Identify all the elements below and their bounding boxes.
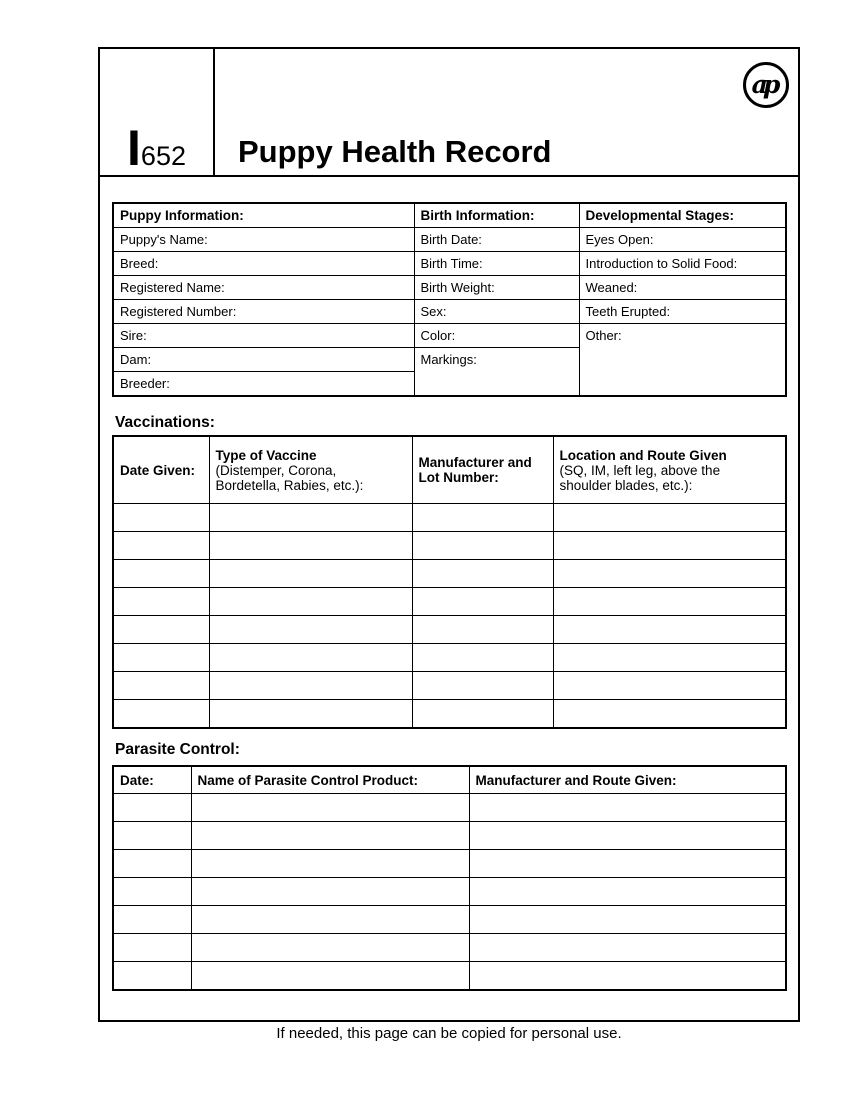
vaccination-empty-row bbox=[113, 532, 786, 560]
parasite-empty-row-cell bbox=[469, 822, 786, 850]
vaccination-empty-row-cell bbox=[412, 504, 553, 532]
parasite-empty-row bbox=[113, 962, 786, 991]
parasite-empty-row-cell bbox=[469, 906, 786, 934]
label-birth-date: Birth Date: bbox=[414, 228, 579, 252]
parasite-empty-row-cell bbox=[113, 794, 191, 822]
footer-note: If needed, this page can be copied for personal use. bbox=[276, 1025, 622, 1042]
label-markings: Markings: bbox=[414, 348, 579, 397]
vaccination-empty-row-cell bbox=[113, 616, 209, 644]
vaccination-empty-row bbox=[113, 588, 786, 616]
parasite-empty-row bbox=[113, 822, 786, 850]
info-row bbox=[113, 252, 786, 276]
parasite-empty-row-cell bbox=[191, 822, 469, 850]
label-sire: Sire: bbox=[113, 324, 414, 348]
parasite-empty-row-cell bbox=[113, 822, 191, 850]
vacc-col-manufacturer-label: Manufacturer and Lot Number: bbox=[418, 455, 532, 485]
page-title: Puppy Health Record bbox=[238, 134, 552, 169]
vaccination-empty-row bbox=[113, 700, 786, 729]
vacc-col-location bbox=[553, 436, 786, 504]
label-teeth-erupted: Teeth Erupted: bbox=[579, 300, 786, 324]
info-row bbox=[113, 324, 786, 348]
vacc-col-date-given-label: Date Given: bbox=[120, 462, 196, 478]
label-intro-solid-food: Introduction to Solid Food: bbox=[579, 252, 786, 276]
vaccination-empty-row-cell bbox=[553, 504, 786, 532]
label-other: Other: bbox=[579, 324, 786, 397]
vaccination-empty-row-cell bbox=[412, 588, 553, 616]
form-header bbox=[100, 49, 798, 177]
parasite-empty-row-cell bbox=[191, 878, 469, 906]
vaccination-empty-row-cell bbox=[412, 532, 553, 560]
vacc-col-location-label: Location and Route Given bbox=[559, 447, 727, 463]
vaccination-empty-row bbox=[113, 616, 786, 644]
parasite-col-product: Name of Parasite Control Product: bbox=[191, 766, 469, 794]
parasite-empty-row-cell bbox=[113, 906, 191, 934]
parasite-empty-row bbox=[113, 934, 786, 962]
vaccination-empty-row-cell bbox=[553, 616, 786, 644]
vaccinations-table bbox=[112, 435, 787, 729]
label-birth-time: Birth Time: bbox=[414, 252, 579, 276]
parasite-empty-row bbox=[113, 794, 786, 822]
parasite-empty-row-cell bbox=[469, 850, 786, 878]
vaccination-empty-row bbox=[113, 504, 786, 532]
info-header-puppy: Puppy Information: bbox=[113, 203, 414, 228]
info-header-dev: Developmental Stages: bbox=[579, 203, 786, 228]
vaccination-empty-row-cell bbox=[209, 616, 412, 644]
info-header-row bbox=[113, 203, 786, 228]
parasite-header-row bbox=[113, 766, 786, 794]
vacc-col-type-examples: (Distemper, Corona, Bordetella, Rabies, etc.): bbox=[215, 462, 364, 493]
vaccination-empty-row-cell bbox=[113, 588, 209, 616]
vacc-col-manufacturer bbox=[412, 436, 553, 504]
parasite-body bbox=[113, 794, 786, 991]
info-row bbox=[113, 228, 786, 252]
parasite-empty-row-cell bbox=[191, 850, 469, 878]
parasite-col-date: Date: bbox=[113, 766, 191, 794]
parasite-empty-row bbox=[113, 878, 786, 906]
info-row bbox=[113, 276, 786, 300]
label-color: Color: bbox=[414, 324, 579, 348]
vacc-col-type-label: Type of Vaccine bbox=[215, 447, 317, 463]
parasite-empty-row-cell bbox=[191, 962, 469, 991]
vaccination-empty-row-cell bbox=[553, 672, 786, 700]
info-row bbox=[113, 300, 786, 324]
vaccination-empty-row bbox=[113, 560, 786, 588]
form-code-letter: I bbox=[127, 120, 141, 176]
label-dam: Dam: bbox=[113, 348, 414, 372]
form-code-text bbox=[127, 120, 186, 176]
vaccinations-body bbox=[113, 504, 786, 729]
parasite-empty-row-cell bbox=[113, 962, 191, 991]
vaccination-empty-row-cell bbox=[412, 700, 553, 729]
parasite-table bbox=[112, 765, 787, 991]
vaccination-empty-row-cell bbox=[412, 644, 553, 672]
parasite-empty-row-cell bbox=[469, 934, 786, 962]
vaccination-empty-row bbox=[113, 644, 786, 672]
label-eyes-open: Eyes Open: bbox=[579, 228, 786, 252]
label-breed: Breed: bbox=[113, 252, 414, 276]
vaccination-empty-row bbox=[113, 672, 786, 700]
vaccination-empty-row-cell bbox=[209, 700, 412, 729]
parasite-heading: Parasite Control: bbox=[115, 741, 240, 758]
label-registered-name: Registered Name: bbox=[113, 276, 414, 300]
parasite-empty-row-cell bbox=[469, 962, 786, 991]
info-table bbox=[112, 202, 787, 397]
vaccination-empty-row-cell bbox=[553, 532, 786, 560]
label-sex: Sex: bbox=[414, 300, 579, 324]
parasite-empty-row-cell bbox=[191, 906, 469, 934]
parasite-empty-row-cell bbox=[113, 878, 191, 906]
vaccination-empty-row-cell bbox=[113, 644, 209, 672]
vaccination-empty-row-cell bbox=[553, 588, 786, 616]
parasite-empty-row-cell bbox=[113, 850, 191, 878]
parasite-empty-row-cell bbox=[469, 878, 786, 906]
form-code bbox=[100, 49, 213, 175]
vaccination-empty-row-cell bbox=[553, 700, 786, 729]
vacc-col-date-given bbox=[113, 436, 209, 504]
vaccination-empty-row-cell bbox=[113, 532, 209, 560]
vaccinations-heading: Vaccinations: bbox=[115, 414, 215, 431]
publisher-logo-icon bbox=[743, 62, 789, 108]
parasite-empty-row-cell bbox=[191, 934, 469, 962]
form-code-number: 652 bbox=[140, 141, 186, 171]
parasite-empty-row bbox=[113, 906, 786, 934]
info-header-birth: Birth Information: bbox=[414, 203, 579, 228]
vaccination-empty-row-cell bbox=[553, 560, 786, 588]
vacc-col-type bbox=[209, 436, 412, 504]
vaccinations-header-row bbox=[113, 436, 786, 504]
parasite-empty-row-cell bbox=[469, 794, 786, 822]
label-birth-weight: Birth Weight: bbox=[414, 276, 579, 300]
vaccination-empty-row-cell bbox=[412, 672, 553, 700]
label-breeder: Breeder: bbox=[113, 372, 414, 397]
vaccination-empty-row-cell bbox=[412, 560, 553, 588]
form-border bbox=[98, 47, 800, 1022]
parasite-empty-row-cell bbox=[191, 794, 469, 822]
vaccination-empty-row-cell bbox=[209, 644, 412, 672]
label-puppys-name: Puppy's Name: bbox=[113, 228, 414, 252]
vaccination-empty-row-cell bbox=[209, 504, 412, 532]
vacc-col-location-examples: (SQ, IM, left leg, above the shoulder blades, etc.): bbox=[559, 462, 721, 493]
parasite-empty-row bbox=[113, 850, 786, 878]
publisher-logo-text: ap bbox=[751, 69, 776, 99]
vaccination-empty-row-cell bbox=[113, 700, 209, 729]
parasite-col-manufacturer: Manufacturer and Route Given: bbox=[469, 766, 786, 794]
vaccination-empty-row-cell bbox=[113, 560, 209, 588]
vaccination-empty-row-cell bbox=[553, 644, 786, 672]
vaccination-empty-row-cell bbox=[209, 672, 412, 700]
header-divider-line bbox=[213, 49, 215, 175]
label-registered-number: Registered Number: bbox=[113, 300, 414, 324]
vaccination-empty-row-cell bbox=[209, 532, 412, 560]
label-weaned: Weaned: bbox=[579, 276, 786, 300]
vaccination-empty-row-cell bbox=[412, 616, 553, 644]
vaccination-empty-row-cell bbox=[209, 560, 412, 588]
vaccination-empty-row-cell bbox=[209, 588, 412, 616]
vaccination-empty-row-cell bbox=[113, 672, 209, 700]
parasite-empty-row-cell bbox=[113, 934, 191, 962]
vaccination-empty-row-cell bbox=[113, 504, 209, 532]
